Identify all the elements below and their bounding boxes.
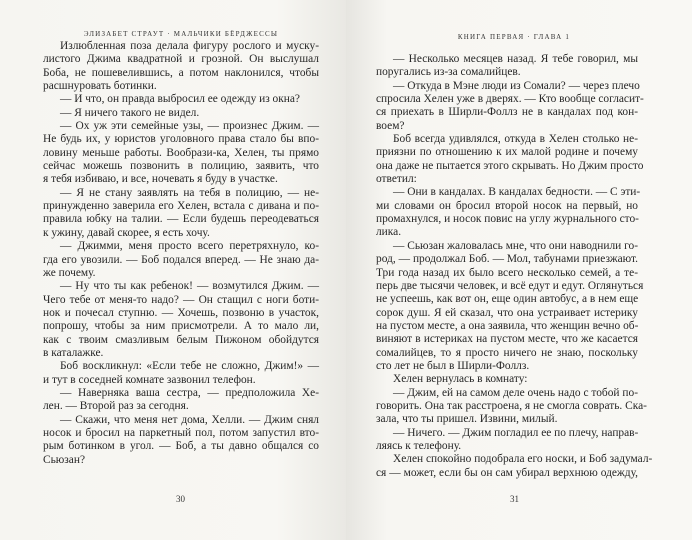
text-line: правила юбку на талии. — Если будешь переодеваться (43, 213, 319, 226)
text-line: — Откуда в Мэне люди из Сомали? — через плечо (393, 79, 640, 92)
text-line: говорить. Она так расстроена, я не смогла соврать. Ска- (376, 399, 647, 412)
text-line: ся — может, если бы он сам убирал верхнюю одежду, (376, 466, 638, 479)
text-line: в каталажке. (43, 346, 104, 359)
text-line: к ужину, давай скорее, я есть хочу. (43, 226, 210, 239)
text-line: ся приехать в Ширли-Фоллз не в кандалах под кон- (376, 106, 638, 119)
text-line: ловину меньше работы. Вообрази-ка, Хелен, ты прямо (43, 146, 319, 159)
running-head: КНИГА ПЕРВАЯ · ГЛАВА 1 (457, 33, 571, 41)
text-line: Боба, не пошевелившись, а потом наклонился, чтобы (43, 66, 319, 79)
text-line: Боб воскликнул: «Если тебе не сложно, Джим!» — (60, 360, 319, 373)
text-line: приязни по отношению к их малой родине и почему (376, 146, 638, 159)
page-number: 31 (510, 494, 519, 504)
text-line: Чего тебе от меня-то надо? — Он стащил с ноги боти- (43, 293, 319, 306)
text-line: — Ну что ты как ребенок! — возмутился Джим. — (60, 280, 319, 293)
text-line: поругались из-за сомалийцев. (376, 66, 521, 79)
text-line: лен. — Второй раз за сегодня. (43, 400, 189, 413)
text-line: рым ботинком в угол. — Боб, а ты давно общался со (43, 440, 319, 453)
text-line: — Джимми, меня просто всего перетряхнуло, ко- (60, 240, 319, 253)
text-line: Хелен спокойно подобрала его носки, и Боб задумал- (393, 453, 653, 466)
text-line: ми словами он бросил второй носок на первый, но (376, 199, 638, 212)
text-line: зала, что ты пришел. Извини, милый. (376, 413, 558, 426)
text-line: принужденно заверила его Хелен, встала с дивана и по- (43, 200, 319, 213)
text-line: на пустом месте, а она заявила, что женщин вечно об- (376, 319, 639, 332)
text-line: перь две тысячи человек, и всё едут и едут. Оглянуться (376, 279, 644, 292)
text-line: — Сьюзан жаловалась мне, что они наводнили го- (393, 239, 638, 252)
page-body (43, 40, 319, 467)
text-line: ляясь к телефону. (376, 439, 462, 452)
text-line: — Они в кандалах. В кандалах бедности. — С эти- (393, 186, 641, 199)
text-line: род, — продолжал Боб. — Мол, табунами приезжают. (376, 253, 638, 266)
text-line: же почему. (43, 266, 96, 279)
text-line: — Скажи, что меня нет дома, Хелли. — Джим снял (60, 413, 319, 426)
text-line: сомалийцев, то я просто ничего не знаю, поскольку (376, 346, 638, 359)
text-line: — И что, он правда выбросил ее одежду из окна? (60, 93, 300, 106)
text-line: — Ничего. — Джим погладил ее по плечу, направ- (393, 426, 639, 439)
text-line: она даже не пытается этого скрывать. Но Джим просто (376, 159, 644, 172)
text-line: листого Джима квадратной и грозной. Он выслушал (43, 53, 319, 66)
text-line: лика. (376, 226, 402, 239)
text-line: спросила Хелен уже в дверях. — Кто вообще согласит- (376, 93, 644, 106)
text-line: — Я не стану заявлять на тебя в полицию, — не- (60, 186, 319, 199)
text-line: гда его увозили. — Боб подался вперед. — Не знаю да- (43, 253, 319, 266)
text-line: — Ох уж эти семейные узы, — произнес Джим. — (60, 120, 319, 133)
text-line: расшнуровать ботинки. (43, 80, 157, 93)
text-line: как с твоим смазливым белым Пижоном обойдутся (43, 333, 319, 346)
right-page (346, 0, 692, 540)
running-head: ЭЛИЗАБЕТ СТРАУТ · МАЛЬЧИКИ БЁРДЖЕССЫ (83, 30, 279, 38)
text-line: и тут в соседней комнате зазвонил телефон. (43, 373, 256, 386)
text-line: — Несколько месяцев назад. Я тебе говорил, мы (393, 53, 638, 65)
text-line: сто лет не был в Ширли-Фоллз. (376, 359, 530, 372)
text-line: сейчас можешь позвонить в полицию, заявить, что (43, 160, 319, 173)
text-line: не успеешь, как вот он, еще один автобус, а в нем еще (376, 293, 639, 306)
text-line: Не будь их, у юристов уголовного права стало бы впо- (43, 133, 319, 146)
text-line: воем? (376, 119, 405, 132)
text-line: Боб всегда удивлялся, откуда в Хелен столько не- (393, 133, 638, 146)
text-line: Излюбленная поза делала фигуру рослого и муску- (60, 40, 319, 52)
text-line: Три года назад их было всего несколько семей, а те- (376, 266, 638, 279)
text-line: — Я ничего такого не видел. (60, 106, 200, 119)
page-number: 30 (176, 494, 185, 504)
text-line: нок и почесал ступню. — Хочешь, позвоню в участок, (43, 306, 319, 319)
text-line: сорок душ. Я ей сказал, что она устраивает истерику (376, 306, 638, 319)
text-line: я тебя избиваю, и все, ночевать я буду в участке. (43, 173, 278, 186)
text-line: — Джим, ей на самом деле очень надо с тобой по- (393, 386, 638, 399)
text-line: Хелен вернулась в комнату: (393, 373, 528, 386)
text-line: — Наверняка ваша сестра, — предположила Хе- (60, 386, 319, 399)
text-line: попрошу, чтобы за ним присмотрели. А то мало ли, (43, 320, 319, 333)
page-body (376, 53, 653, 480)
text-line: виняют в истериках на пустом месте, что же касается (376, 333, 638, 346)
text-line: Сьюзан? (43, 453, 86, 466)
text-line: носок и бросил на паркетный пол, потом запустил вто- (43, 426, 319, 439)
text-line: промахнулся, и носок повис на углу журнального сто- (376, 213, 639, 226)
text-line: ответил: (376, 173, 417, 186)
